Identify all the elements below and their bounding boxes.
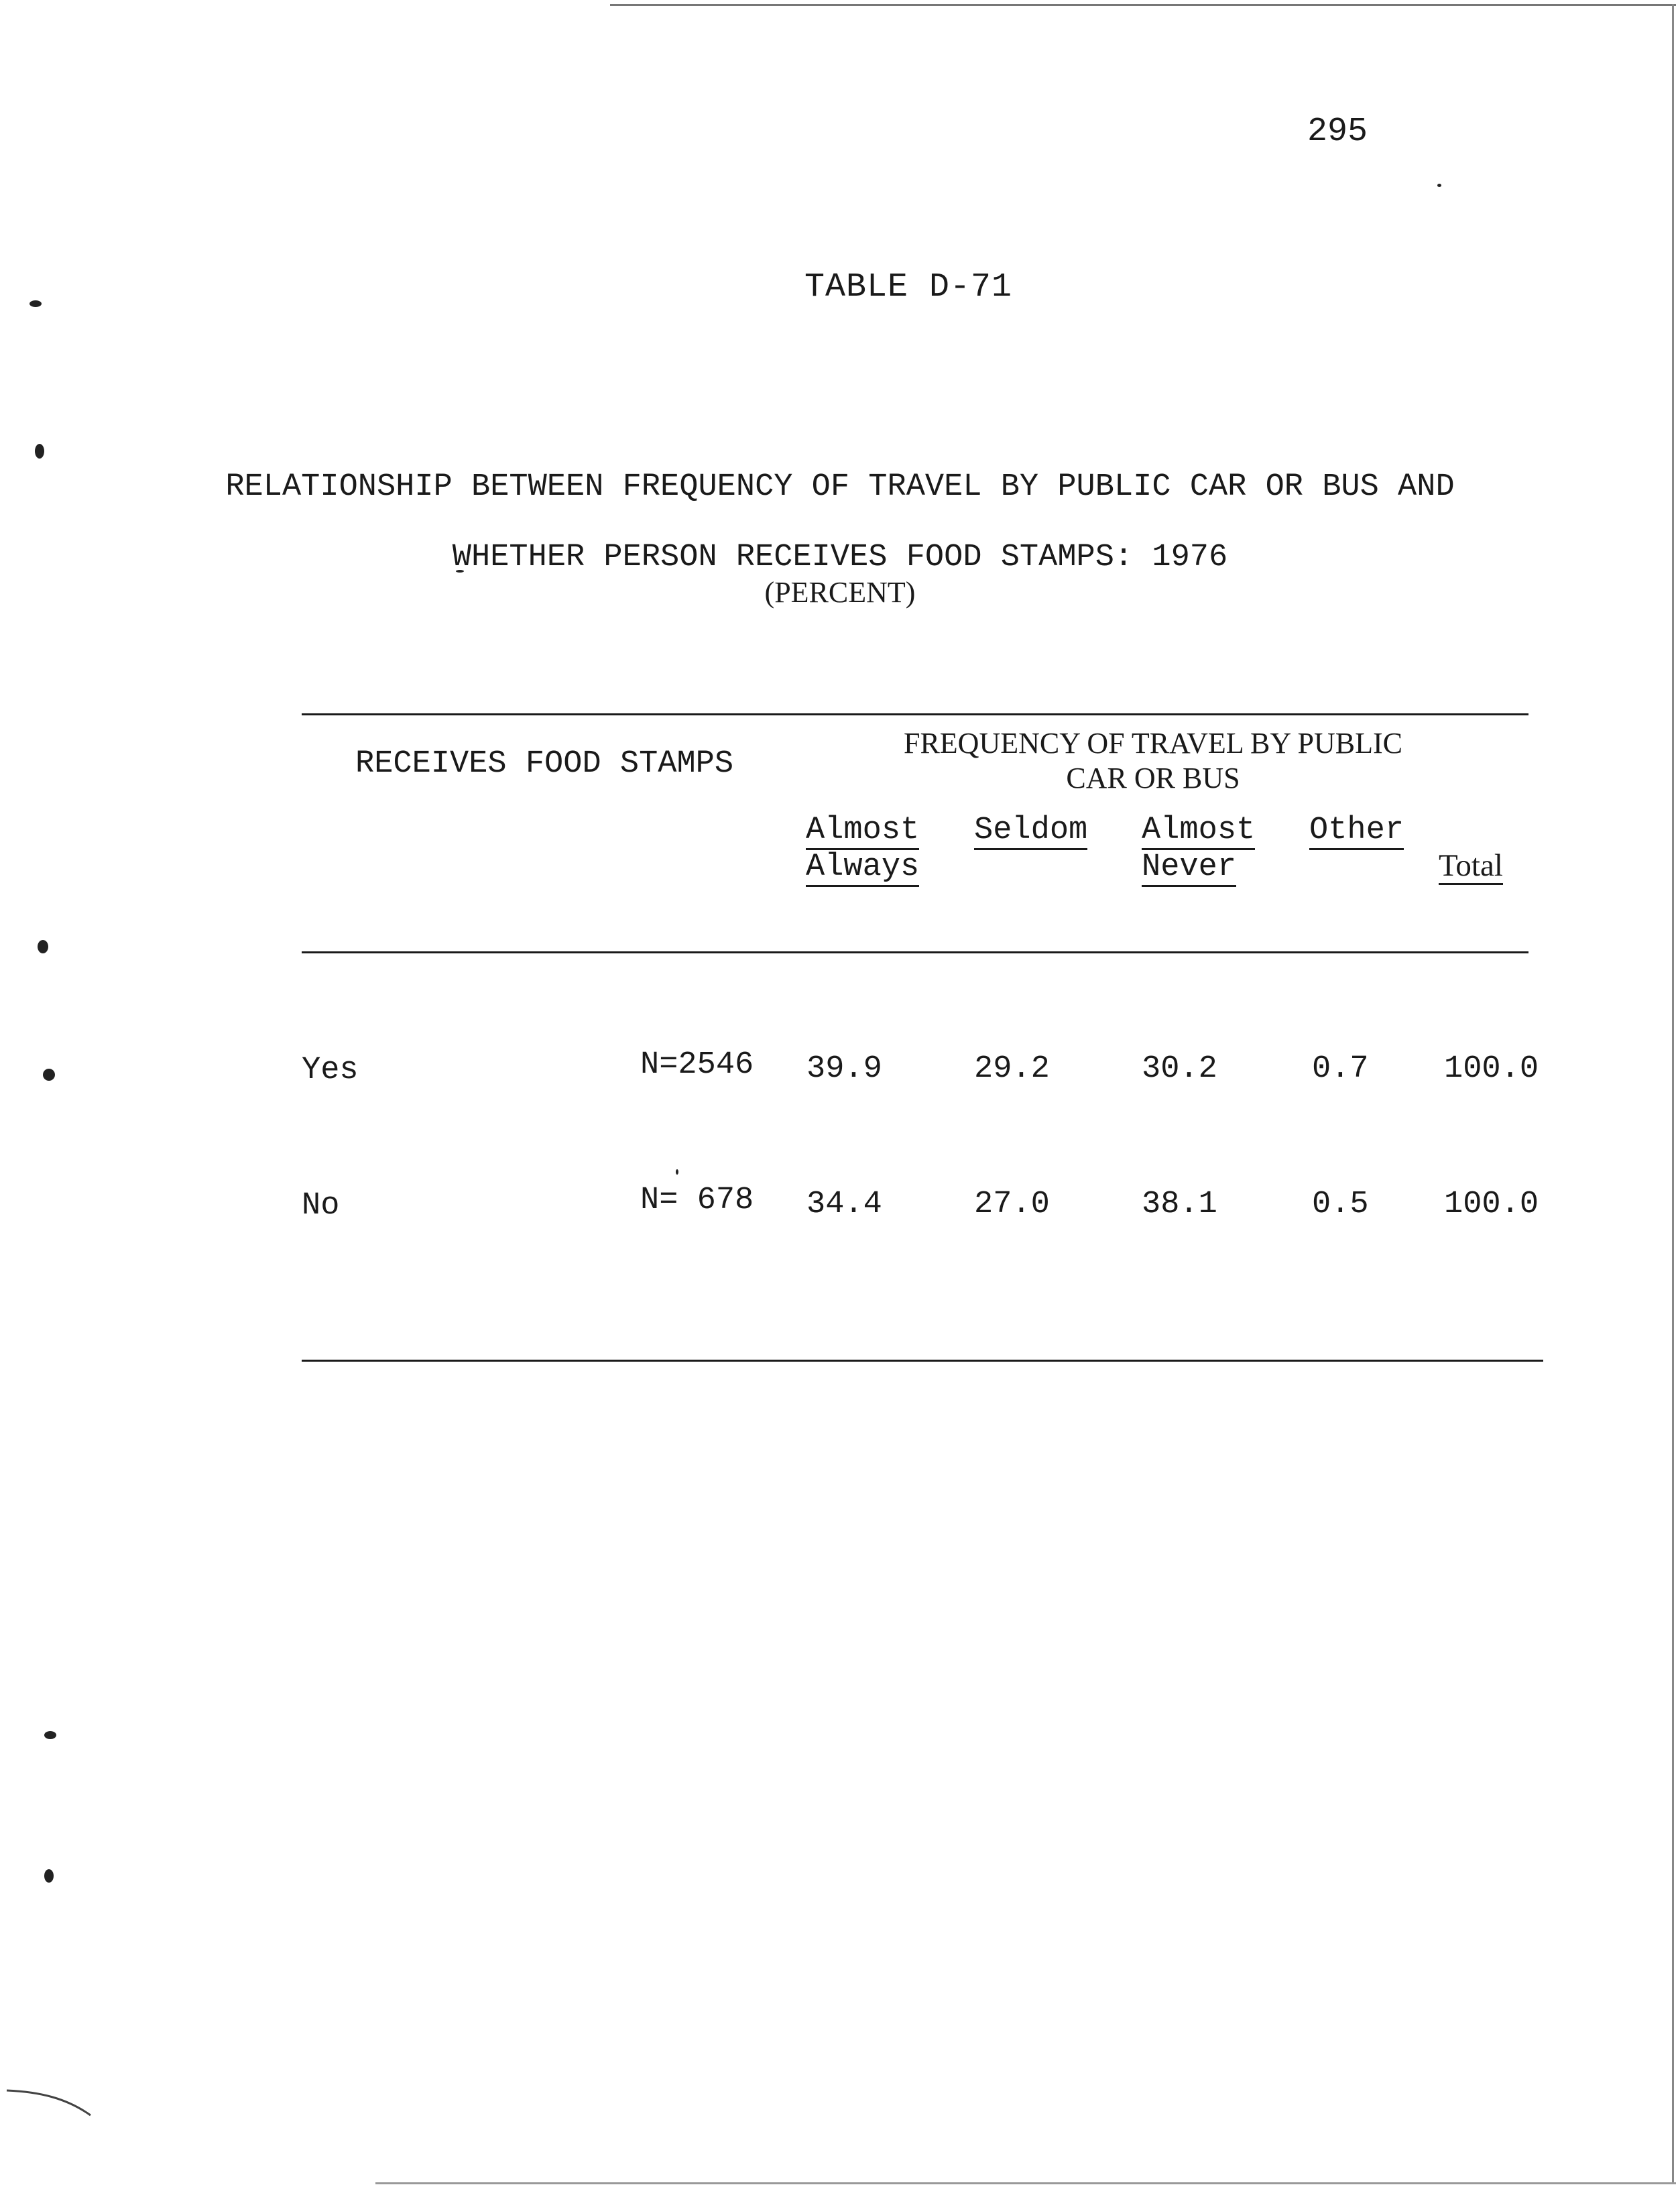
table-cell: 38.1	[1142, 1187, 1217, 1222]
column-header-line1: Other	[1309, 813, 1404, 850]
table-row-label: No	[302, 1188, 340, 1224]
page-edge-right	[1672, 4, 1674, 2183]
column-header-line2: Always	[806, 850, 919, 887]
scan-stroke	[0, 2078, 101, 2125]
column-header-line1: Seldom	[974, 813, 1087, 850]
column-header-line2: Never	[1142, 850, 1236, 887]
scan-speck	[1437, 184, 1441, 187]
scan-speck	[44, 1731, 56, 1739]
table-title-line1: RELATIONSHIP BETWEEN FREQUENCY OF TRAVEL BY PUBLIC CAR OR BUS AND	[225, 469, 1455, 505]
table-row-label: Yes	[302, 1053, 359, 1088]
table-header-rule	[302, 951, 1528, 953]
column-header-other	[1309, 813, 1404, 850]
column-header-line1: Almost	[806, 813, 919, 850]
group-header-frequency: FREQUENCY OF TRAVEL BY PUBLIC CAR OR BUS	[903, 727, 1403, 794]
table-cell: 0.7	[1312, 1051, 1369, 1087]
column-header-line2: Total	[1439, 848, 1503, 885]
table-number: TABLE D-71	[804, 268, 1013, 306]
table-row-n: N=2546	[640, 1047, 754, 1083]
table-cell: 34.4	[806, 1187, 882, 1222]
table-cell: 100.0	[1444, 1187, 1539, 1222]
table-cell: 27.0	[974, 1187, 1050, 1222]
page-number: 295	[1307, 113, 1368, 151]
column-header-almost-always	[806, 813, 919, 887]
table-top-rule	[302, 713, 1528, 715]
column-header-total	[1439, 848, 1503, 885]
table-cell: 100.0	[1444, 1051, 1539, 1087]
scan-speck	[35, 444, 44, 459]
scan-speck	[43, 1069, 55, 1081]
table-row-n: N= 678	[640, 1183, 754, 1218]
row-header-receives-food-stamps: RECEIVES FOOD STAMPS	[355, 746, 734, 782]
column-header-line1: Almost	[1142, 813, 1255, 850]
page-edge-bottom	[375, 2182, 1676, 2184]
scan-speck	[38, 940, 48, 953]
table-cell: 0.5	[1312, 1187, 1369, 1222]
scan-speck	[44, 1869, 54, 1883]
table-cell: 29.2	[974, 1051, 1050, 1087]
scan-speck	[29, 300, 42, 307]
table-title-line2: WHETHER PERSON RECEIVES FOOD STAMPS: 1976	[452, 540, 1228, 575]
table-cell: 39.9	[806, 1051, 882, 1087]
table-title-unit: (PERCENT)	[764, 576, 916, 609]
table-cell: 30.2	[1142, 1051, 1217, 1087]
column-header-seldom	[974, 813, 1087, 850]
page-edge-top	[610, 4, 1676, 6]
column-header-almost-never	[1142, 813, 1255, 887]
scan-speck	[676, 1169, 678, 1175]
table-bottom-rule	[302, 1360, 1543, 1362]
